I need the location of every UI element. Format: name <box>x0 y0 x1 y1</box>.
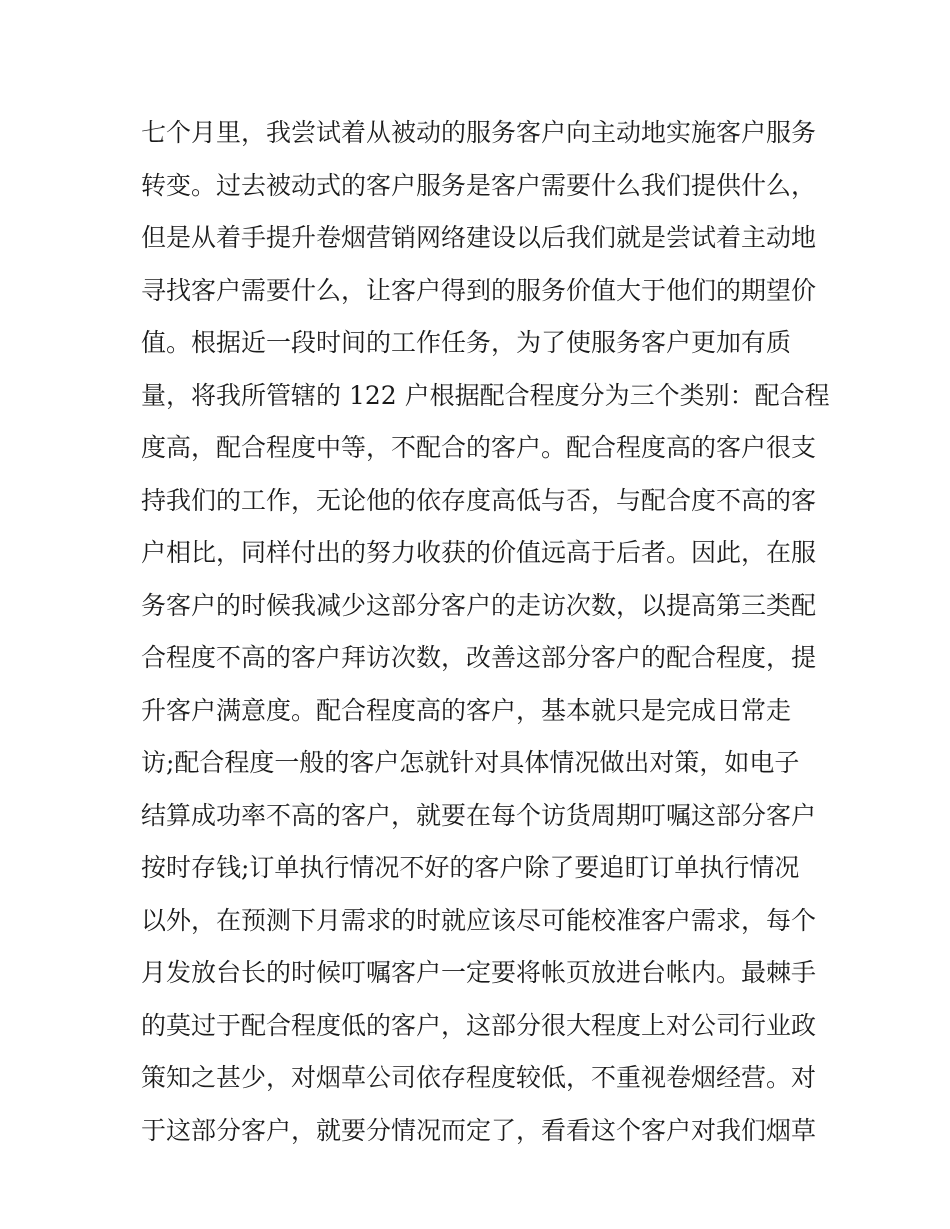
text-line: 持我们的工作，无论他的依存度高低与否，与配合度不高的客 <box>141 485 817 515</box>
body-paragraph <box>141 107 830 1157</box>
text-line: 合程度不高的客户拜访次数，改善这部分客户的配合程度，提 <box>141 643 817 672</box>
text-line: 转变。过去被动式的客户服务是客户需要什么我们提供什么， <box>141 170 817 200</box>
text-line: 量，将我所管辖的 122 户根据配合程度分为三个类别：配合程 <box>141 380 830 410</box>
text-line: 但是从着手提升卷烟营销网络建设以后我们就是尝试着主动地 <box>141 223 817 252</box>
text-line: 寻找客户需要什么，让客户得到的服务价值大于他们的期望价 <box>141 275 817 305</box>
text-line: 务客户的时候我减少这部分客户的走访次数，以提高第三类配 <box>141 590 817 620</box>
text-line: 以外，在预测下月需求的时就应该尽可能校准客户需求，每个 <box>141 905 817 935</box>
text-line: 值。根据近一段时间的工作任务，为了使服务客户更加有质 <box>141 328 792 357</box>
text-line: 月发放台长的时候叮嘱客户一定要将帐页放进台帐内。最棘手 <box>141 958 817 987</box>
text-line: 按时存钱;订单执行情况不好的客户除了要追盯订单执行情况 <box>141 853 800 882</box>
text-line: 度高，配合程度中等，不配合的客户。配合程度高的客户很支 <box>141 433 817 462</box>
text-line: 升客户满意度。配合程度高的客户，基本就只是完成日常走 <box>141 695 792 725</box>
text-line: 策知之甚少，对烟草公司依存程度较低，不重视卷烟经营。对 <box>141 1063 817 1092</box>
text-line: 七个月里，我尝试着从被动的服务客户向主动地实施客户服务 <box>141 118 817 147</box>
text-line: 于这部分客户，就要分情况而定了，看看这个客户对我们烟草 <box>141 1115 817 1145</box>
text-line: 结算成功率不高的客户，就要在每个访货周期叮嘱这部分客户 <box>141 800 817 830</box>
text-line: 访;配合程度一般的客户怎就针对具体情况做出对策，如电子 <box>141 748 800 777</box>
text-line: 的莫过于配合程度低的客户，这部分很大程度上对公司行业政 <box>141 1010 817 1040</box>
text-line: 户相比，同样付出的努力收获的价值远高于后者。因此，在服 <box>141 538 817 567</box>
